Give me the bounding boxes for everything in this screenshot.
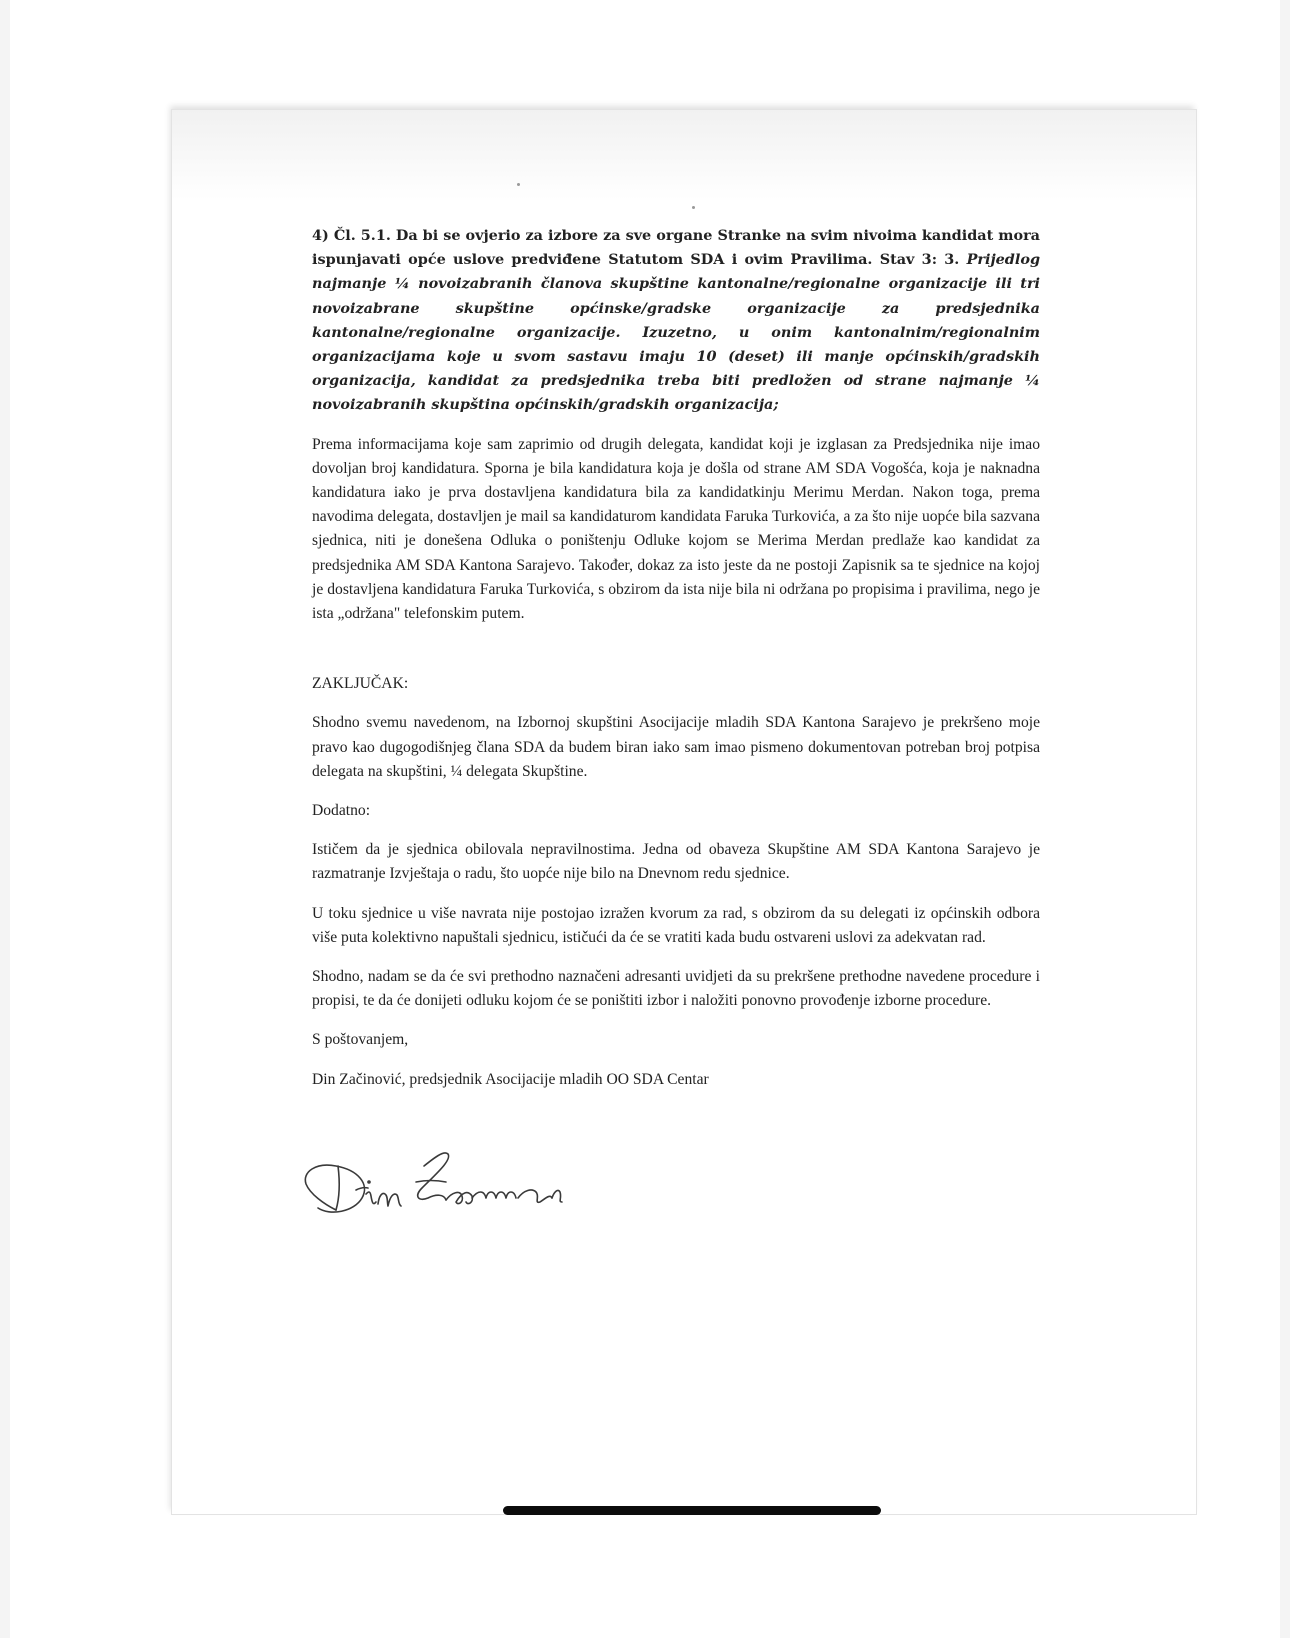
additional-heading: Dodatno: xyxy=(312,802,371,820)
screen-background xyxy=(10,0,1280,1638)
conclusion-paragraph: Shodno svemu navedenom, na Izbornoj skupštini Asocijacije mladih SDA Kantona Sarajevo je prekršeno moje pravo kao dugogodišnjeg člana SDA da budem biran iako sam imao pismeno dokumentovan potreban broj potpisa delegata na skupštini, ¼ delegata Skupštine. xyxy=(312,714,1040,780)
scanned-document-page xyxy=(172,110,1196,1514)
home-indicator-bar[interactable] xyxy=(503,1506,881,1515)
additional-paragraph-quorum: U toku sjednice u više navrata nije postojao izražen kvorum za rad, s obzirom da su delegati iz općinskih odbora više puta kolektivno napuštali sjednicu, ističući da će se vratiti kada budu ostvareni uslovi za adekvatan rad. xyxy=(312,904,1040,946)
scan-speck xyxy=(517,183,520,186)
signatory-line: Din Začinović, predsjednik Asocijacije mladih OO SDA Centar xyxy=(312,1070,709,1088)
document-body xyxy=(312,224,1040,1107)
closing-paragraph: Shodno, nadam se da će svi prethodno naznačeni adresanti uvidjeti da su prekršene prethodne navedene procedure i propisi, te da će donijeti odluku kojom će se poništiti izbor i naložiti ponovno provođenje izborne procedure. xyxy=(312,968,1040,1010)
rule-article-text: 4) Čl. 5.1. Da bi se ovjerio za izbore za sve organe Stranke na svim nivoima kandidat mora ispunjavati opće uslove predviđene Statutom SDA i ovim Pravilima. Stav 3: 3. xyxy=(312,227,1040,269)
information-paragraph: Prema informacijama koje sam zaprimio od drugih delegata, kandidat koji je izglasan za Predsjednika nije imao dovoljan broj kandidatura. Sporna je bila kandidatura koja je došla od strane AM SDA Vogošća, koja je naknadna kandidatura iako je prva dostavljena kandidatura bila za kandidatkinju Merimu Merdan. Nakon toga, prema navodima delegata, dostavljen je mail sa kandidaturom kandidata Faruka Turkovića, a za što nije uopće bila sazvana sjednica, niti je donešena Odluka o poništenju Odluke kojom se Merima Merdan predlaže kao kandidat za predsjednika AM SDA Kantona Sarajevo. Također, dokaz za isto jeste da ne postoji Zapisnik sa te sjednice na kojoj je dostavljena kandidatura Faruka Turkovića, s obzirom da ista nije bila ni održana po propisima i pravilima, nego je ista „održana" telefonskim putem. xyxy=(312,435,1040,623)
scan-speck xyxy=(692,206,695,209)
rule-quoted-clause: Prijedlog najmanje ¼ novoizabranih članova skupštine kantonalne/regionalne organizacije ili tri novoizabrane skupštine općinske/gradske organizacije za predsjednika kantonalne/regionalne organizacije. Izuzetno, u onim kantonalnim/regionalnim organizacijama koje u svom sastavu imaju 10 (deset) ili manje općinskih/gradskih organizacija, kandidat za predsjednika treba biti predložen od strane najmanje ¼ novoizabranih skupština općinskih/gradskih organizacija; xyxy=(312,251,1040,414)
conclusion-heading: ZAKLJUČAK: xyxy=(312,675,409,693)
salutation: S poštovanjem, xyxy=(312,1031,409,1049)
rule-paragraph xyxy=(312,224,1040,418)
handwritten-signature xyxy=(296,1132,586,1222)
additional-paragraph-irregularities: Ističem da je sjednica obilovala nepravilnostima. Jedna od obaveza Skupštine AM SDA Kantona Sarajevo je razmatranje Izvještaja o radu, što uopće nije bilo na Dnevnom redu sjednice. xyxy=(312,841,1040,883)
